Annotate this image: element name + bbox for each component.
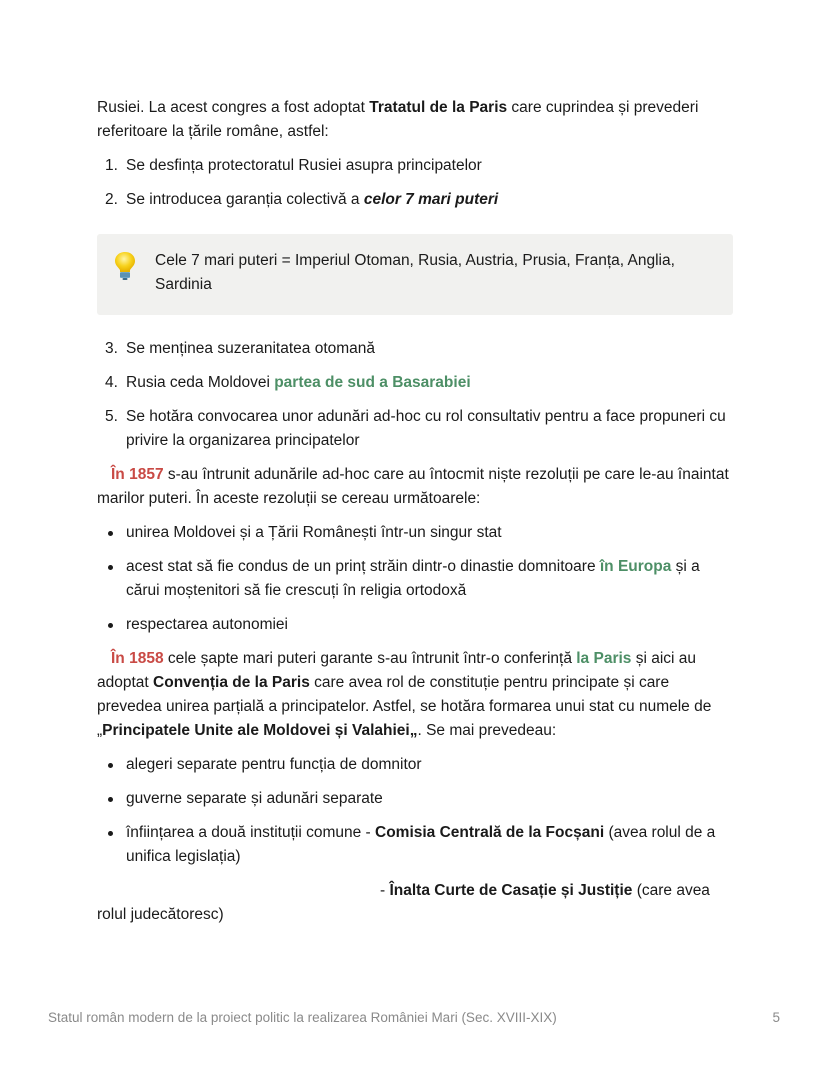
year-label: În 1857 <box>111 466 164 483</box>
callout-text: Cele 7 mari puteri = Imperiul Otoman, Rusia, Austria, Prusia, Franța, Anglia, Sardinia <box>155 252 675 293</box>
list-item: alegeri separate pentru funcția de domnitor <box>97 753 733 777</box>
treaty-name: Tratatul de la Paris <box>369 99 508 116</box>
intro-paragraph: Rusiei. La acest congres a fost adoptat Tratatul de la Paris care cuprindea și prevederi referitoare la țările române, astfel: <box>97 99 699 140</box>
list-item: 3. Se menținea suzeranitatea otomană <box>105 340 376 357</box>
highlight-text: în Europa <box>599 558 672 575</box>
highlight-text: partea de sud a Basarabiei <box>274 374 471 391</box>
bullet-icon <box>108 763 113 768</box>
page-number: 5 <box>772 1010 780 1025</box>
paragraph-1857: În 1857 s-au întrunit adunările ad-hoc care au întocmit niște rezoluții pe care le-au înaintat marilor puteri. În aceste rezoluții se cereau următoarele: <box>97 466 729 507</box>
bullet-icon <box>108 565 113 570</box>
list-item: 1. Se desfința protectoratul Rusiei asupra principatelor <box>105 157 482 174</box>
paragraph-1858: În 1858 cele șapte mari puteri garante s-au întrunit într-o conferință la Paris și aici au adoptat Convenția de la Paris care avea rol de constituție pentru principate și care prevedea unirea parțială a principatelor. Astfel, se hotăra formarea unui stat cu numele de „Principatele Unite ale Moldovei și Valahiei„. Se mai prevedeau: <box>97 650 712 739</box>
bullet-icon <box>108 797 113 802</box>
treaty-provisions-list <box>97 154 733 212</box>
bullet-icon <box>108 623 113 628</box>
list-item: 5. Se hotăra convocarea unor adunări ad-hoc cu rol consultativ pentru a face propuneri cu privire la organizarea principatelor <box>105 408 726 449</box>
provisions-list <box>97 753 733 869</box>
list-item: 2. Se introducea garanția colectivă a celor 7 mari puteri <box>105 191 499 208</box>
bullet-icon <box>108 831 113 836</box>
lightbulb-icon <box>114 251 136 281</box>
list-item: respectarea autonomiei <box>97 613 733 637</box>
list-item: guverne separate și adunări separate <box>97 787 733 811</box>
demands-list <box>97 521 733 637</box>
list-item: acest stat să fie condus de un prinț străin dintr-o dinastie domnitoare în Europa și a cărui moștenitori să fie crescuți în religia ortodoxă <box>97 555 733 603</box>
list-item: 4. Rusia ceda Moldovei partea de sud a Basarabiei <box>105 374 471 391</box>
list-item: unirea Moldovei și a Țării Românești într-un singur stat <box>97 521 733 545</box>
highlight-text: la Paris <box>576 650 632 667</box>
continuation-line: - Înalta Curte de Casație și Justiție (care avea rolul judecătoresc) <box>97 882 710 923</box>
bullet-icon <box>108 531 113 536</box>
year-label: În 1858 <box>111 650 164 667</box>
page-footer <box>48 1010 780 1025</box>
footer-title: Statul român modern de la proiect politic la realizarea României Mari (Sec. XVIII-XIX) <box>48 1010 557 1025</box>
document-page <box>97 96 733 937</box>
treaty-provisions-list-continued <box>97 337 733 453</box>
list-item: înființarea a două instituții comune - Comisia Centrală de la Focșani (avea rolul de a unifica legislația) <box>97 821 733 869</box>
callout-box <box>97 234 733 315</box>
